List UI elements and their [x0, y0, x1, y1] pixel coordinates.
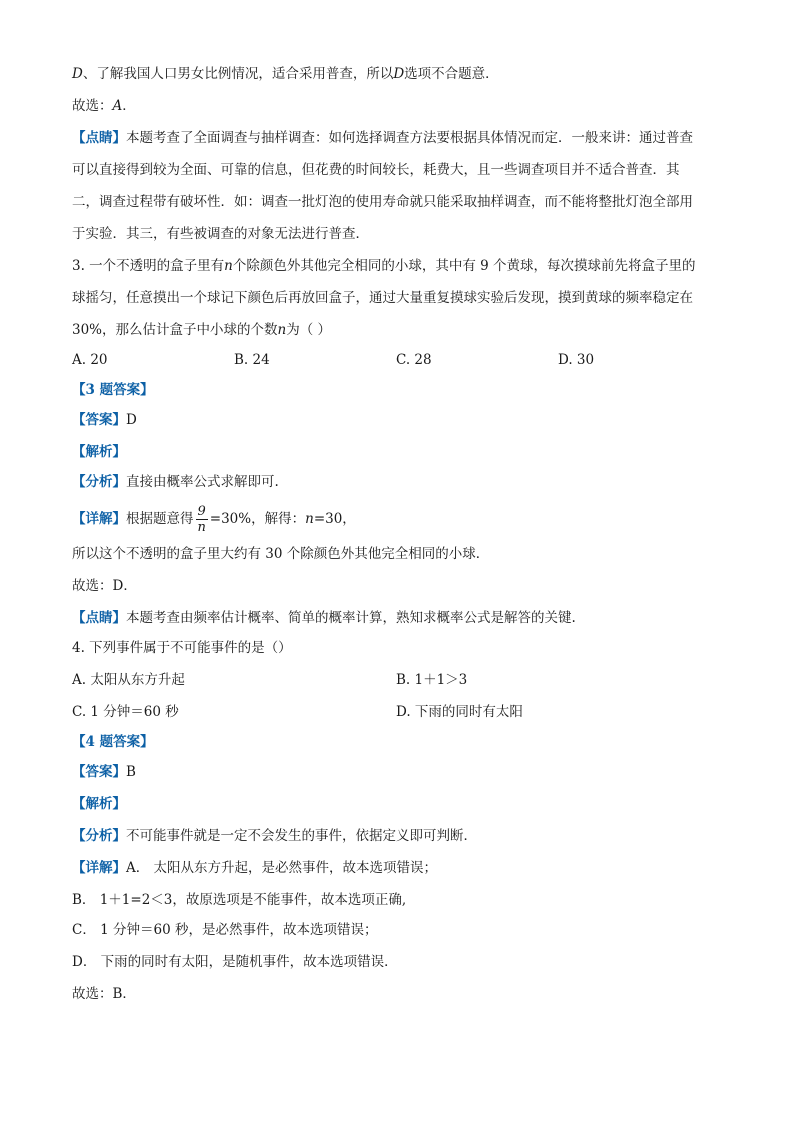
text: =30， [313, 511, 356, 527]
fenxi-tag: 【分析】 [72, 828, 126, 844]
q4-detail-c: C． 1 分钟＝60 秒，是必然事件，故本选项错误； [72, 922, 378, 938]
text: D [72, 66, 83, 82]
comment-tag: 【点睛】 [72, 130, 126, 146]
q4-option-b: B. 1＋1＞3 [396, 672, 468, 688]
text: 本题考查了全面调查与抽样调查：如何选择调查方法要根据具体情况而定．一般来讲：通过普查 [126, 130, 693, 146]
q2-comment-line-3: 二，调查过程带有破坏性．如：调查一批灯泡的使用寿命就只能采取抽样调查，而不能将整批灯泡全部用 [72, 194, 693, 210]
q3-fenxi [72, 472, 279, 492]
text: A． 太阳从东方升起，是必然事件，故本选项错误； [126, 860, 438, 876]
q3-answer [72, 410, 137, 430]
text: 、了解我国人口男女比例情况，适合采用普查，所以 [82, 66, 394, 82]
q3-analysis-heading: 【解析】 [72, 444, 126, 460]
text: 本题考查由频率估计概率、简单的概率计算，熟知求概率公式是解答的关键. [126, 610, 576, 626]
fraction [196, 504, 208, 535]
q4-detail-a [72, 858, 437, 878]
q3-detail [72, 500, 356, 538]
variable: n [305, 511, 314, 527]
q4-detail-d: D． 下雨的同时有太阳，是随机事件，故本选项错误． [72, 954, 398, 970]
q2-comment-line-1 [72, 128, 693, 148]
text: 为（ ） [286, 322, 332, 338]
text: 直接由概率公式求解即可. [126, 474, 279, 490]
text: 选项不合题意． [404, 66, 499, 82]
q2-option-d-explanation [72, 64, 499, 84]
fenxi-tag: 【分析】 [72, 474, 126, 490]
text: 根据题意得 [126, 511, 194, 527]
q3-option-d: D. 30 [558, 352, 595, 368]
detail-tag: 【详解】 [72, 860, 126, 876]
q2-choose [72, 96, 136, 116]
q4-answer-heading: 【4 题答案】 [72, 734, 154, 750]
variable: n [224, 258, 233, 274]
answer-value: B [126, 764, 136, 780]
q3-stem-line-2: 球摇匀，任意摸出一个球记下颜色后再放回盒子，通过大量重复摸球实验后发现，摸到黄球的频率稳定在 [72, 290, 693, 306]
q3-option-a: A. 20 [72, 352, 108, 368]
q4-answer [72, 762, 136, 782]
q4-fenxi [72, 826, 477, 846]
fraction-denominator: n [197, 520, 206, 535]
q2-comment-line-4: 于实验．其三，有些被调查的对象无法进行普查． [72, 226, 369, 242]
text: D [393, 66, 405, 82]
fraction-numerator: 9 [197, 504, 206, 519]
q3-detail-line-2: 所以这个不透明的盒子里大约有 30 个除颜色外其他完全相同的小球． [72, 546, 490, 562]
text: 个除颜色外其他完全相同的小球，其中有 9 个黄球，每次摸球前先将盒子里的 [232, 258, 696, 274]
text: A [112, 98, 123, 114]
q3-choose: 故选：D． [72, 578, 137, 594]
q4-option-c: C. 1 分钟＝60 秒 [72, 704, 179, 720]
variable: n [277, 322, 287, 338]
q2-comment-line-2: 可以直接得到较为全面、可靠的信息，但花费的时间较长，耗费大，且一些调查项目并不适合普查．其 [72, 162, 680, 178]
q4-option-a: A. 太阳从东方升起 [72, 672, 185, 688]
q3-comment [72, 608, 576, 628]
q4-choose: 故选：B． [72, 986, 136, 1002]
answer-tag: 【答案】 [72, 412, 126, 428]
q3-option-c: C. 28 [396, 352, 432, 368]
q4-detail-b: B． 1＋1=2＜3，故原选项是不能事件，故本选项正确, [72, 892, 407, 908]
answer-tag: 【答案】 [72, 764, 126, 780]
text: =30%，解得： [209, 511, 306, 527]
q3-option-b: B. 24 [234, 352, 270, 368]
detail-tag: 【详解】 [72, 511, 126, 527]
text: 不可能事件就是一定不会发生的事件，依据定义即可判断． [126, 828, 477, 844]
comment-tag: 【点睛】 [72, 610, 126, 626]
q3-stem-line-3 [72, 320, 331, 340]
q3-stem-line-1 [72, 256, 696, 276]
text: 3. 一个不透明的盒子里有 [72, 258, 225, 274]
text: ． [122, 98, 136, 114]
answer-value: D [126, 412, 137, 428]
q4-analysis-heading: 【解析】 [72, 796, 126, 812]
text: 30%，那么估计盒子中小球的个数 [72, 322, 278, 338]
q4-option-d: D. 下雨的同时有太阳 [396, 704, 523, 720]
q4-stem: 4. 下列事件属于不可能事件的是（） [72, 640, 292, 656]
q3-answer-heading: 【3 题答案】 [72, 382, 154, 398]
text: 故选： [72, 98, 113, 114]
